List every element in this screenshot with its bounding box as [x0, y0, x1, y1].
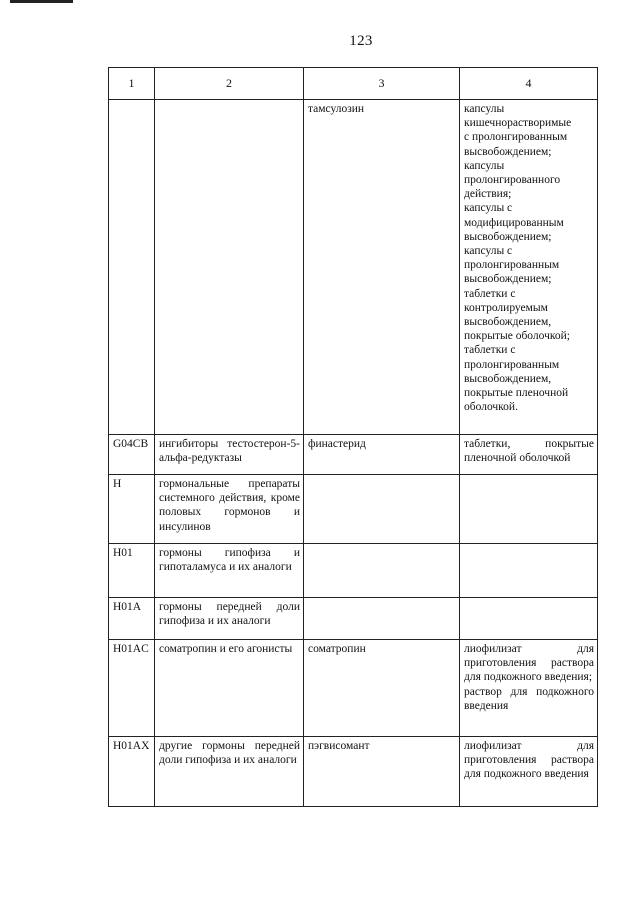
column-header: 1	[109, 68, 155, 100]
dosage-form-line: кишечнорастворимые	[464, 117, 572, 130]
dosage-form-line: высвобождением,	[464, 316, 552, 329]
dosage-form-line: таблетки с	[464, 344, 516, 357]
table-row	[109, 598, 598, 640]
column-header: 4	[460, 68, 598, 100]
drug-name-cell: пэгвисомант	[304, 737, 460, 807]
drug-name-cell: финастерид	[304, 435, 460, 475]
drug-name-cell: тамсулозин	[304, 100, 460, 435]
dosage-form-line: пролонгированным	[464, 259, 560, 272]
atc-code-cell: H	[109, 475, 155, 544]
dosage-form-line: модифицированным	[464, 216, 564, 229]
dosage-forms-cell	[460, 737, 598, 807]
atc-code-cell	[109, 100, 155, 435]
dosage-form-line: покрытые оболочкой;	[464, 330, 570, 343]
dosage-forms-cell	[460, 598, 598, 640]
atc-code-cell: H01AX	[109, 737, 155, 807]
drug-name-cell	[304, 598, 460, 640]
dosage-forms-cell	[460, 100, 598, 435]
pharmacological-group-cell: соматропин и его агонисты	[155, 640, 304, 737]
drug-classification-table	[108, 67, 598, 807]
dosage-forms-cell	[460, 640, 598, 737]
dosage-form-line: капсулы с	[464, 202, 513, 215]
dosage-form-line: пролонгированным	[464, 358, 560, 371]
dosage-forms-cell	[460, 435, 598, 475]
table-row	[109, 100, 598, 435]
header-row	[109, 68, 598, 100]
dosage-form-line: капсулы	[464, 159, 505, 172]
dosage-forms-cell	[460, 544, 598, 598]
table-row	[109, 475, 598, 544]
dosage-form-line: высвобождением;	[464, 273, 552, 286]
table-row	[109, 544, 598, 598]
column-header: 3	[304, 68, 460, 100]
pharmacological-group-cell: другие гормоны передней доли гипофиза и их аналоги	[155, 737, 304, 807]
atc-code-cell: G04CB	[109, 435, 155, 475]
dosage-form-line: покрытые пленочной	[464, 387, 569, 400]
page-number: 123	[349, 33, 373, 49]
pharmacological-group-cell: гормоны передней доли гипофиза и их аналоги	[155, 598, 304, 640]
dosage-form-line: лиофилизат для приготовления раствора для подкожного введения;	[464, 643, 594, 684]
atc-code-cell: H01A	[109, 598, 155, 640]
dosage-form-line: лиофилизат для приготовления раствора для подкожного введения	[464, 740, 594, 781]
drug-name-cell	[304, 475, 460, 544]
atc-code-cell: H01AC	[109, 640, 155, 737]
drug-name-cell: соматропин	[304, 640, 460, 737]
pharmacological-group-cell	[155, 100, 304, 435]
dosage-form-line: высвобождением;	[464, 145, 552, 158]
pharmacological-group-cell: ингибиторы тестостерон-5-альфа-редуктазы	[155, 435, 304, 475]
table-row	[109, 435, 598, 475]
dosage-form-line: таблетки с	[464, 287, 516, 300]
dosage-form-line: раствор для подкожного введения	[464, 685, 594, 712]
corner-rule	[10, 0, 73, 3]
dosage-form-line: таблетки, покрытые пленочной оболочкой	[464, 438, 594, 465]
dosage-forms-cell	[460, 475, 598, 544]
dosage-form-line: высвобождением;	[464, 230, 552, 243]
table-row	[109, 640, 598, 737]
table-body	[109, 100, 598, 807]
table-row	[109, 737, 598, 807]
dosage-form-line: оболочкой.	[464, 401, 518, 414]
drug-name-cell	[304, 544, 460, 598]
dosage-form-line: пролонгированного	[464, 174, 561, 187]
dosage-form-line: капсулы с	[464, 245, 513, 258]
atc-code-cell: H01	[109, 544, 155, 598]
pharmacological-group-cell: гормоны гипофиза и гипоталамуса и их аналоги	[155, 544, 304, 598]
pharmacological-group-cell: гормональные препараты системного действия, кроме половых гормонов и инсулинов	[155, 475, 304, 544]
dosage-form-line: высвобождением,	[464, 372, 552, 385]
dosage-form-line: капсулы	[464, 103, 505, 115]
column-header: 2	[155, 68, 304, 100]
dosage-form-line: действия;	[464, 188, 512, 201]
dosage-form-line: контролируемым	[464, 301, 548, 314]
dosage-form-line: с пролонгированным	[464, 131, 568, 144]
